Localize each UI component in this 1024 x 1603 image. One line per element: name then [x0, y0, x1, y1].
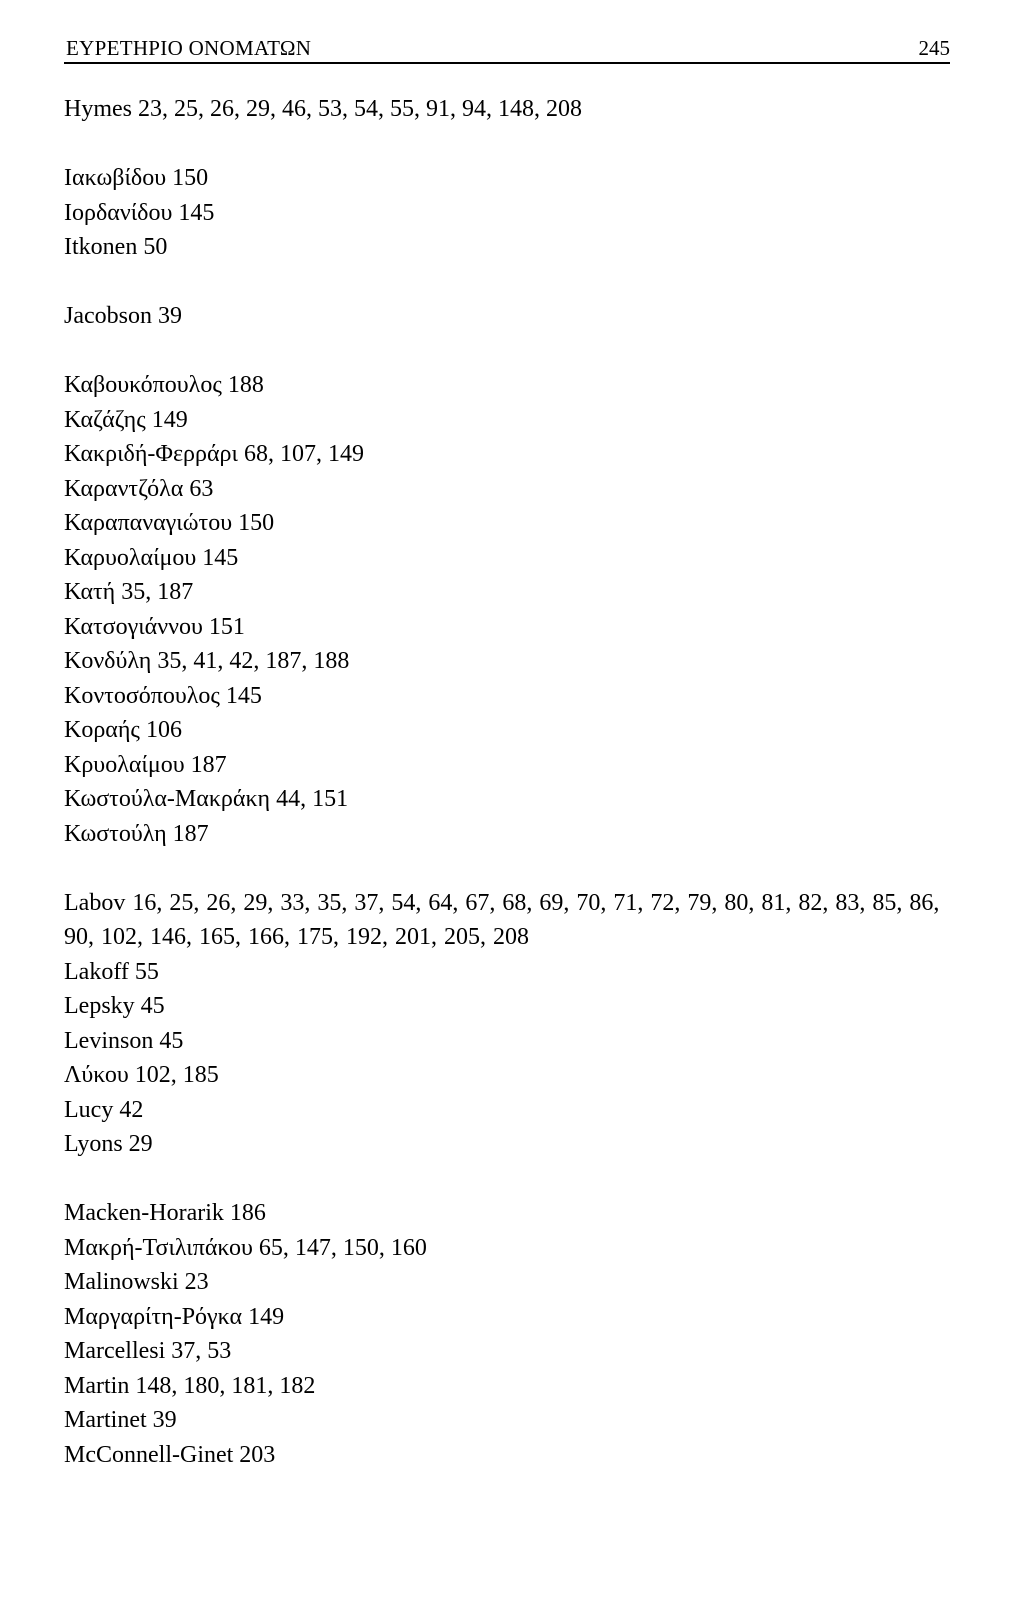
index-entry: McConnell-Ginet 203	[64, 1441, 276, 1468]
index-letter-group	[64, 299, 950, 334]
index-entry: Καραντζόλα 63	[64, 475, 214, 502]
index-entry: Καζάζης 149	[64, 406, 188, 433]
index-letter-group	[64, 368, 950, 851]
index-entry: Λύκου 102, 185	[64, 1062, 219, 1088]
index-entry: Μακρή-Τσιλιπάκου 65, 147, 150, 160	[64, 1234, 427, 1261]
index-entry: Κωστούλα-Μακράκη 44, 151	[64, 786, 349, 812]
index-entry: Κονδύλη 35, 41, 42, 187, 188	[64, 648, 350, 674]
index-entry: Itkonen 50	[64, 234, 168, 260]
index-entry: Hymes 23, 25, 26, 29, 46, 53, 54, 55, 91, 94, 148, 208	[64, 96, 582, 122]
index-entry: Κατή 35, 187	[64, 579, 194, 605]
page-number: 245	[918, 36, 950, 60]
index-entry: Καραπαναγιώτου 150	[64, 510, 275, 536]
index-entry: Marcellesi 37, 53	[64, 1338, 232, 1364]
index-entry: Martin 148, 180, 181, 182	[64, 1372, 316, 1399]
page-header	[64, 28, 950, 64]
index-entry: Κωστούλη 187	[64, 820, 209, 847]
index-letter-group	[64, 1196, 950, 1472]
index-entry: Κρυολαίμου 187	[64, 751, 227, 778]
index-entry: Κατσογιάννου 151	[64, 613, 245, 640]
index-entry: Κοραής 106	[64, 717, 182, 743]
index-entry: Lyons 29	[64, 1131, 153, 1157]
running-title: ΕΥΡΕΤΗΡΙΟ ΟΝΟΜΑΤΩΝ	[66, 36, 312, 60]
index-entry: Lepsky 45	[64, 993, 165, 1019]
index-entry: Lakoff 55	[64, 958, 159, 985]
index-entry: Macken-Horarik 186	[64, 1200, 266, 1226]
index-entry: Μαργαρίτη-Ρόγκα 149	[64, 1303, 285, 1330]
index-entry: Lucy 42	[64, 1096, 144, 1123]
name-index	[64, 92, 950, 1507]
index-letter-group	[64, 886, 950, 1162]
index-entry: Malinowski 23	[64, 1269, 209, 1295]
index-entry: Ιορδανίδου 145	[64, 199, 215, 226]
index-page	[64, 28, 950, 1468]
index-entry: Martinet 39	[64, 1407, 177, 1433]
index-entry: Κακριδή-Φερράρι 68, 107, 149	[64, 441, 364, 467]
index-entry: Ιακωβίδου 150	[64, 165, 209, 191]
index-letter-group	[64, 161, 950, 265]
index-entry: Καρυολαίμου 145	[64, 544, 239, 571]
index-entry: Κοντοσόπουλος 145	[64, 682, 262, 709]
index-letter-group	[64, 92, 950, 127]
index-entry: Labov 16, 25, 26, 29, 33, 35, 37, 54, 64, 67, 68, 69, 70, 71, 72, 79, 80, 81, 82, 83, 85, 86, 90, 102, 146, 165, 166, 175, 192, 201, 205, 208	[64, 889, 940, 950]
index-entry: Jacobson 39	[64, 303, 182, 329]
index-entry: Καβουκόπουλος 188	[64, 372, 264, 398]
index-entry: Levinson 45	[64, 1027, 184, 1054]
